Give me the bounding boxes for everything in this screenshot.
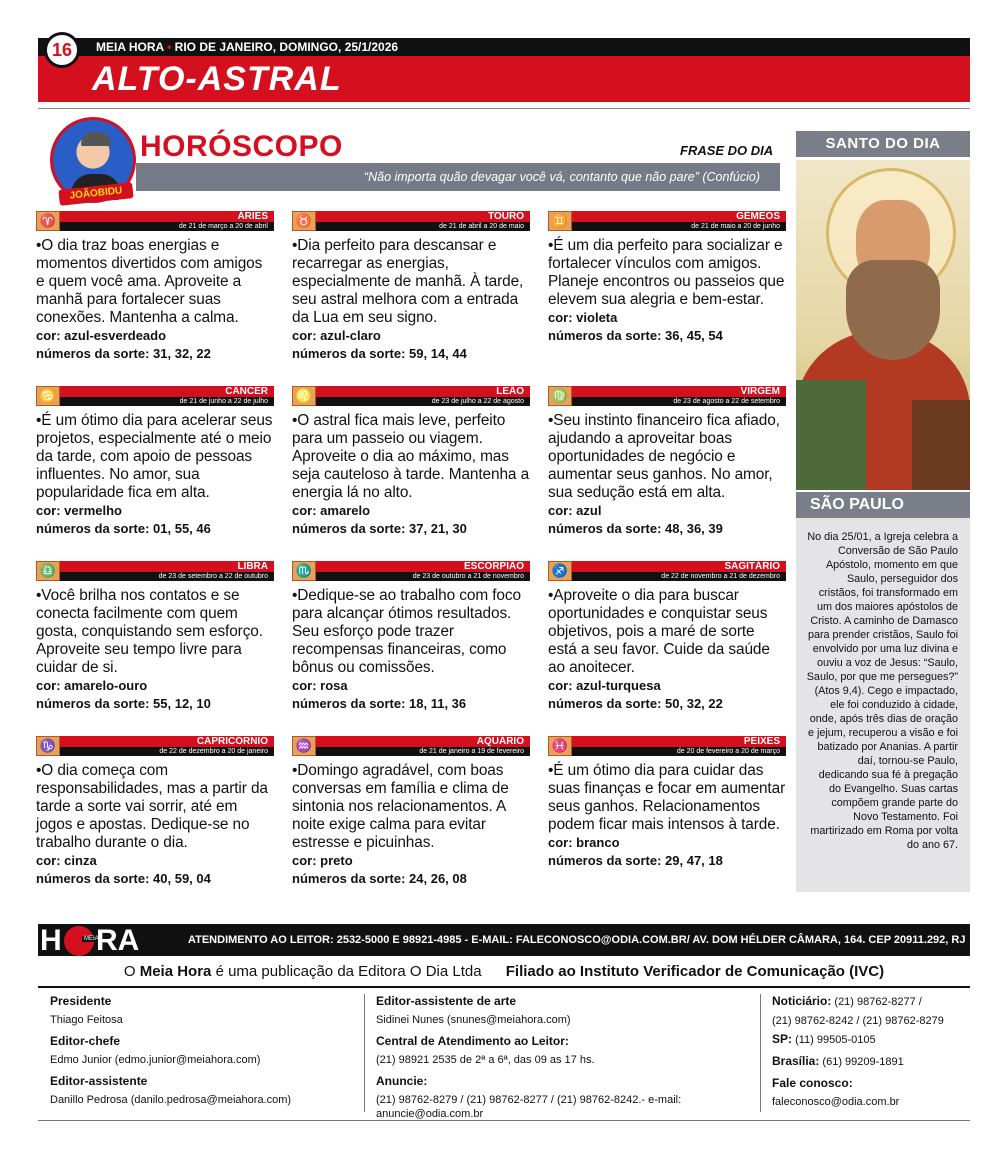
- sign-lucky-numbers: números da sorte: 18, 11, 36: [292, 696, 467, 711]
- location-date: RIO DE JANEIRO, DOMINGO, 25/1/2026: [174, 40, 399, 54]
- sign-header: [36, 736, 274, 756]
- sp-phone: (11) 99505-0105: [792, 1034, 876, 1046]
- sign-header: [548, 386, 786, 406]
- section-title: ALTO-ASTRAL: [92, 60, 342, 98]
- saint-header: SANTO DO DIA: [796, 131, 970, 157]
- gemini-icon: ♊: [548, 211, 572, 231]
- saint-name: SÃO PAULO: [796, 492, 970, 518]
- sign-dates: de 20 de fevereiro a 20 de março: [548, 747, 786, 756]
- astrologer-avatar: [50, 117, 136, 203]
- credit-value: Edmo Junior (edmo.junior@meiahora.com): [50, 1054, 261, 1066]
- sign-block: [292, 386, 530, 538]
- sign-block: [292, 561, 530, 713]
- sign-lucky-numbers: números da sorte: 50, 32, 22: [548, 696, 723, 711]
- sign-block: [36, 211, 274, 363]
- beard-shape: [846, 260, 940, 360]
- sign-color: cor: azul-turquesa: [548, 678, 661, 693]
- horoscope-title: HORÓSCOPO: [140, 130, 343, 163]
- brasilia-line: [772, 1054, 968, 1069]
- sign-lucky-numbers: números da sorte: 55, 12, 10: [36, 696, 211, 711]
- saint-story: No dia 25/01, a Igreja celebra a Conversão de São Paulo Apóstolo, momento em que Saulo, perseguidor dos cristãos, foi transformado em um dos maiores apóstolos de Cristo. A caminho de Damasco para prender cristãos, Saulo foi envolvido por uma luz divina e ouviu a voz de Jesus: “Saulo, Saulo, por que me persegues?” (Atos 9,4). Cego e impactado, ele foi conduzido à cidade, onde, após três dias de oração e jejum, recuperou a visão e foi batizado por Ananias. A partir daí, tornou-se Paulo, dedicando sua fé à pregação do Evangelho. Suas cartas compõem grande parte do Novo Testamento. Foi martirizado em Roma por volta do ano 67.: [796, 518, 970, 892]
- sign-color: cor: cinza: [36, 853, 97, 868]
- credits-col-1: [50, 994, 350, 1107]
- sign-color: cor: azul-esverdeado: [36, 328, 167, 343]
- affiliation: Filiado ao Instituto Verificador de Comunicação (IVC): [505, 963, 885, 980]
- sign-forecast: •Aproveite o dia para buscar oportunidades e conquistar seus objetivos, pois a maré de sorte está a seu favor. Cuide da saúde ao anoitecer.: [548, 587, 770, 676]
- sign-name: SAGITÁRIO: [548, 561, 786, 572]
- credit-value: (21) 98921 2535 de 2ª a 6ª, das 09 as 17 hs.: [376, 1054, 595, 1066]
- publication-post: é uma publicação da Editora O Dia Ltda: [211, 963, 482, 980]
- avatar-hair: [81, 132, 111, 146]
- credit-label: Editor-chefe: [50, 1034, 121, 1048]
- page-number: 16: [44, 32, 80, 68]
- sign-forecast: •Dia perfeito para descansar e recarregar as energias, especialmente de manhã. À tarde, seu astral melhora com a entrada da Lua em seu signo.: [292, 237, 524, 326]
- sign-name: ESCORPIÃO: [292, 561, 530, 572]
- sign-name: VIRGEM: [548, 386, 786, 397]
- sign-header: [292, 211, 530, 231]
- sign-name: ÁRIES: [36, 211, 274, 222]
- credit-label: Presidente: [50, 994, 112, 1008]
- capricorn-icon: ♑: [36, 736, 60, 756]
- sign-name: AQUÁRIO: [292, 736, 530, 747]
- sign-forecast: •É um ótimo dia para acelerar seus projetos, especialmente até o meio da tarde, com apoio de pessoas influentes. No amor, sua popularidade fica em alta.: [36, 412, 273, 501]
- saint-illustration: [796, 160, 970, 490]
- sign-forecast: •Seu instinto financeiro fica afiado, ajudando a aproveitar boas oportunidades de negócio e aumentar seus ganhos. No amor, sua sedução está em alta.: [548, 412, 780, 501]
- sign-header: [292, 736, 530, 756]
- sign-forecast: •É um dia perfeito para socializar e fortalecer vínculos com amigos. Planeje encontros ou passeios que elevem sua alegria e bem-estar.: [548, 237, 785, 308]
- sign-dates: de 21 de junho a 22 de julho: [36, 397, 274, 406]
- sign-header: [548, 736, 786, 756]
- book-shape: [912, 400, 970, 490]
- brasilia-label: Brasília:: [772, 1054, 820, 1068]
- taurus-icon: ♉: [292, 211, 316, 231]
- newsroom-label-line: [772, 994, 968, 1009]
- sign-color: cor: violeta: [548, 310, 618, 325]
- sign-forecast: •É um ótimo dia para cuidar das suas finanças e focar em aumentar seus ganhos. Relacionamentos podem ficar mais intensos à tarde.: [548, 762, 786, 833]
- credit-label: Anuncie:: [376, 1074, 428, 1088]
- credits-col-3: [772, 994, 968, 1109]
- contact-label: Fale conosco:: [772, 1076, 853, 1090]
- sign-lucky-numbers: números da sorte: 48, 36, 39: [548, 521, 723, 536]
- newsroom-label: Noticiário:: [772, 994, 832, 1008]
- brand-name: MEIA HORA: [96, 40, 164, 54]
- divider: [364, 994, 365, 1112]
- leo-icon: ♌: [292, 386, 316, 406]
- sign-forecast: •O dia traz boas energias e momentos divertidos com amigos e quem você ama. Aproveite a manhã para fortalecer suas conexões. Mantenha a calma.: [36, 237, 263, 326]
- logo-mini: MEIA: [84, 936, 99, 942]
- sign-forecast: •Domingo agradável, com boas conversas em família e clima de sintonia nos relacionamentos. A noite exige calma para evitar estresse e picuinhas.: [292, 762, 509, 851]
- cancer-icon: ♋: [36, 386, 60, 406]
- credit-value: (21) 98762-8279 / (21) 98762-8277 / (21) 98762-8242.- e-mail: anuncie@odia.com.br: [376, 1094, 682, 1120]
- scorpio-icon: ♏: [292, 561, 316, 581]
- sign-header: [36, 211, 274, 231]
- sign-name: LIBRA: [36, 561, 274, 572]
- sign-name: TOURO: [292, 211, 530, 222]
- sign-header: [548, 211, 786, 231]
- sp-line: [772, 1032, 968, 1047]
- sign-name: PEIXES: [548, 736, 786, 747]
- sign-color: cor: branco: [548, 835, 620, 850]
- sign-block: [292, 736, 530, 888]
- sign-name: LEÃO: [292, 386, 530, 397]
- newsroom-phone-1: (21) 98762-8277 /: [831, 996, 922, 1008]
- sign-color: cor: amarelo-ouro: [36, 678, 148, 693]
- virgo-icon: ♍: [548, 386, 572, 406]
- sign-block: [548, 386, 786, 538]
- sign-dates: de 21 de maio a 20 de junho: [548, 222, 786, 231]
- sign-dates: de 22 de novembro a 21 de dezembro: [548, 572, 786, 581]
- sign-color: cor: preto: [292, 853, 353, 868]
- divider: [38, 108, 970, 109]
- sign-lucky-numbers: números da sorte: 40, 59, 04: [36, 871, 211, 886]
- publication-brand: Meia Hora: [139, 963, 212, 980]
- sign-name: GÊMEOS: [548, 211, 786, 222]
- sign-lucky-numbers: números da sorte: 36, 45, 54: [548, 328, 723, 343]
- sign-name: CAPRICÓRNIO: [36, 736, 274, 747]
- credit-value: Danillo Pedrosa (danilo.pedrosa@meiahora.com): [50, 1094, 292, 1106]
- separator: •: [167, 40, 175, 54]
- divider: [760, 994, 761, 1112]
- sign-forecast: •O dia começa com responsabilidades, mas a partir da tarde a sorte vai sorrir, até em jogos e apostas. Dedique-se no trabalho durante o dia.: [36, 762, 268, 851]
- bottom-rule: [38, 1120, 970, 1121]
- sign-lucky-numbers: números da sorte: 01, 55, 46: [36, 521, 211, 536]
- sign-color: cor: amarelo: [292, 503, 371, 518]
- sign-block: [548, 736, 786, 870]
- pisces-icon: ♓: [548, 736, 572, 756]
- sign-dates: de 23 de agosto a 22 de setembro: [548, 397, 786, 406]
- publication-line: [38, 956, 970, 988]
- sign-dates: de 21 de abril a 20 de maio: [292, 222, 530, 231]
- sign-dates: de 23 de julho a 22 de agosto: [292, 397, 530, 406]
- newsroom-phone-2: (21) 98762-8242 / (21) 98762-8279: [772, 1015, 944, 1027]
- credit-label: Editor-assistente: [50, 1074, 148, 1088]
- sign-block: [36, 736, 274, 888]
- sign-header: [548, 561, 786, 581]
- sagittarius-icon: ♐: [548, 561, 572, 581]
- sign-lucky-numbers: números da sorte: 31, 32, 22: [36, 346, 211, 361]
- logo-letters: RA: [96, 924, 140, 957]
- sign-name: CÂNCER: [36, 386, 274, 397]
- sign-forecast: •O astral fica mais leve, perfeito para um passeio ou viagem. Aproveite o dia ao máximo, mas seja cauteloso à tarde. Mantenha a energia lá no alto.: [292, 412, 530, 501]
- sign-block: [292, 211, 530, 363]
- sign-lucky-numbers: números da sorte: 24, 26, 08: [292, 871, 467, 886]
- libra-icon: ♎: [36, 561, 60, 581]
- sign-dates: de 23 de setembro a 22 de outubro: [36, 572, 274, 581]
- publication-pre: O: [123, 963, 140, 980]
- credit-label: Central de Atendimento ao Leitor:: [376, 1034, 569, 1048]
- credit-value: Thiago Feitosa: [50, 1014, 123, 1026]
- sign-lucky-numbers: números da sorte: 59, 14, 44: [292, 346, 467, 361]
- meia-hora-logo: [38, 922, 178, 958]
- aquarius-icon: ♒: [292, 736, 316, 756]
- sign-header: [292, 386, 530, 406]
- credit-label: Editor-assistente de arte: [376, 994, 517, 1008]
- sign-dates: de 21 de janeiro a 19 de fevereiro: [292, 747, 530, 756]
- sign-block: [36, 386, 274, 538]
- credits-col-2: [376, 994, 756, 1121]
- quote-label: FRASE DO DIA: [680, 143, 774, 158]
- top-bar: [38, 38, 970, 56]
- sign-header: [36, 386, 274, 406]
- sign-dates: de 22 de dezembro a 20 de janeiro: [36, 747, 274, 756]
- cloak-shape: [796, 380, 866, 490]
- sign-lucky-numbers: números da sorte: 37, 21, 30: [292, 521, 467, 536]
- sign-color: cor: azul-claro: [292, 328, 381, 343]
- sign-block: [548, 561, 786, 713]
- quote-of-the-day: “Não importa quão devagar você vá, contanto que não pare” (Confúcio): [136, 163, 780, 191]
- sign-lucky-numbers: números da sorte: 29, 47, 18: [548, 853, 723, 868]
- sign-block: [36, 561, 274, 713]
- contact-bar: ATENDIMENTO AO LEITOR: 2532-5000 E 98921-4985 - E-MAIL: FALECONOSCO@ODIA.COM.BR/ AV. DOM HÉLDER CÂMARA, 164. CEP 20911.292, RJ: [38, 924, 970, 956]
- logo-letter: H: [40, 924, 63, 957]
- sign-block: [548, 211, 786, 345]
- sign-color: cor: azul: [548, 503, 602, 518]
- sign-header: [36, 561, 274, 581]
- brasilia-phone: (61) 99209-1891: [819, 1056, 904, 1068]
- sign-color: cor: vermelho: [36, 503, 122, 518]
- sign-forecast: •Você brilha nos contatos e se conecta facilmente com quem gosta, conquistando sem esforço. Aproveite seu tempo livre para cuidar de si.: [36, 587, 263, 676]
- sign-dates: de 21 de março a 20 de abril: [36, 222, 274, 231]
- avatar-label: JOÃOBIDU: [58, 182, 133, 206]
- credit-value: Sidinei Nunes (snunes@meiahora.com): [376, 1014, 571, 1026]
- sign-dates: de 23 de outubro a 21 de novembro: [292, 572, 530, 581]
- aries-icon: ♈: [36, 211, 60, 231]
- sign-forecast: •Dedique-se ao trabalho com foco para alcançar ótimos resultados. Seu esforço pode trazer recompensas financeiras, como bônus ou comissões.: [292, 587, 521, 676]
- sign-header: [292, 561, 530, 581]
- sign-color: cor: rosa: [292, 678, 348, 693]
- sp-label: SP:: [772, 1032, 793, 1046]
- contact-email: faleconosco@odia.com.br: [772, 1096, 900, 1108]
